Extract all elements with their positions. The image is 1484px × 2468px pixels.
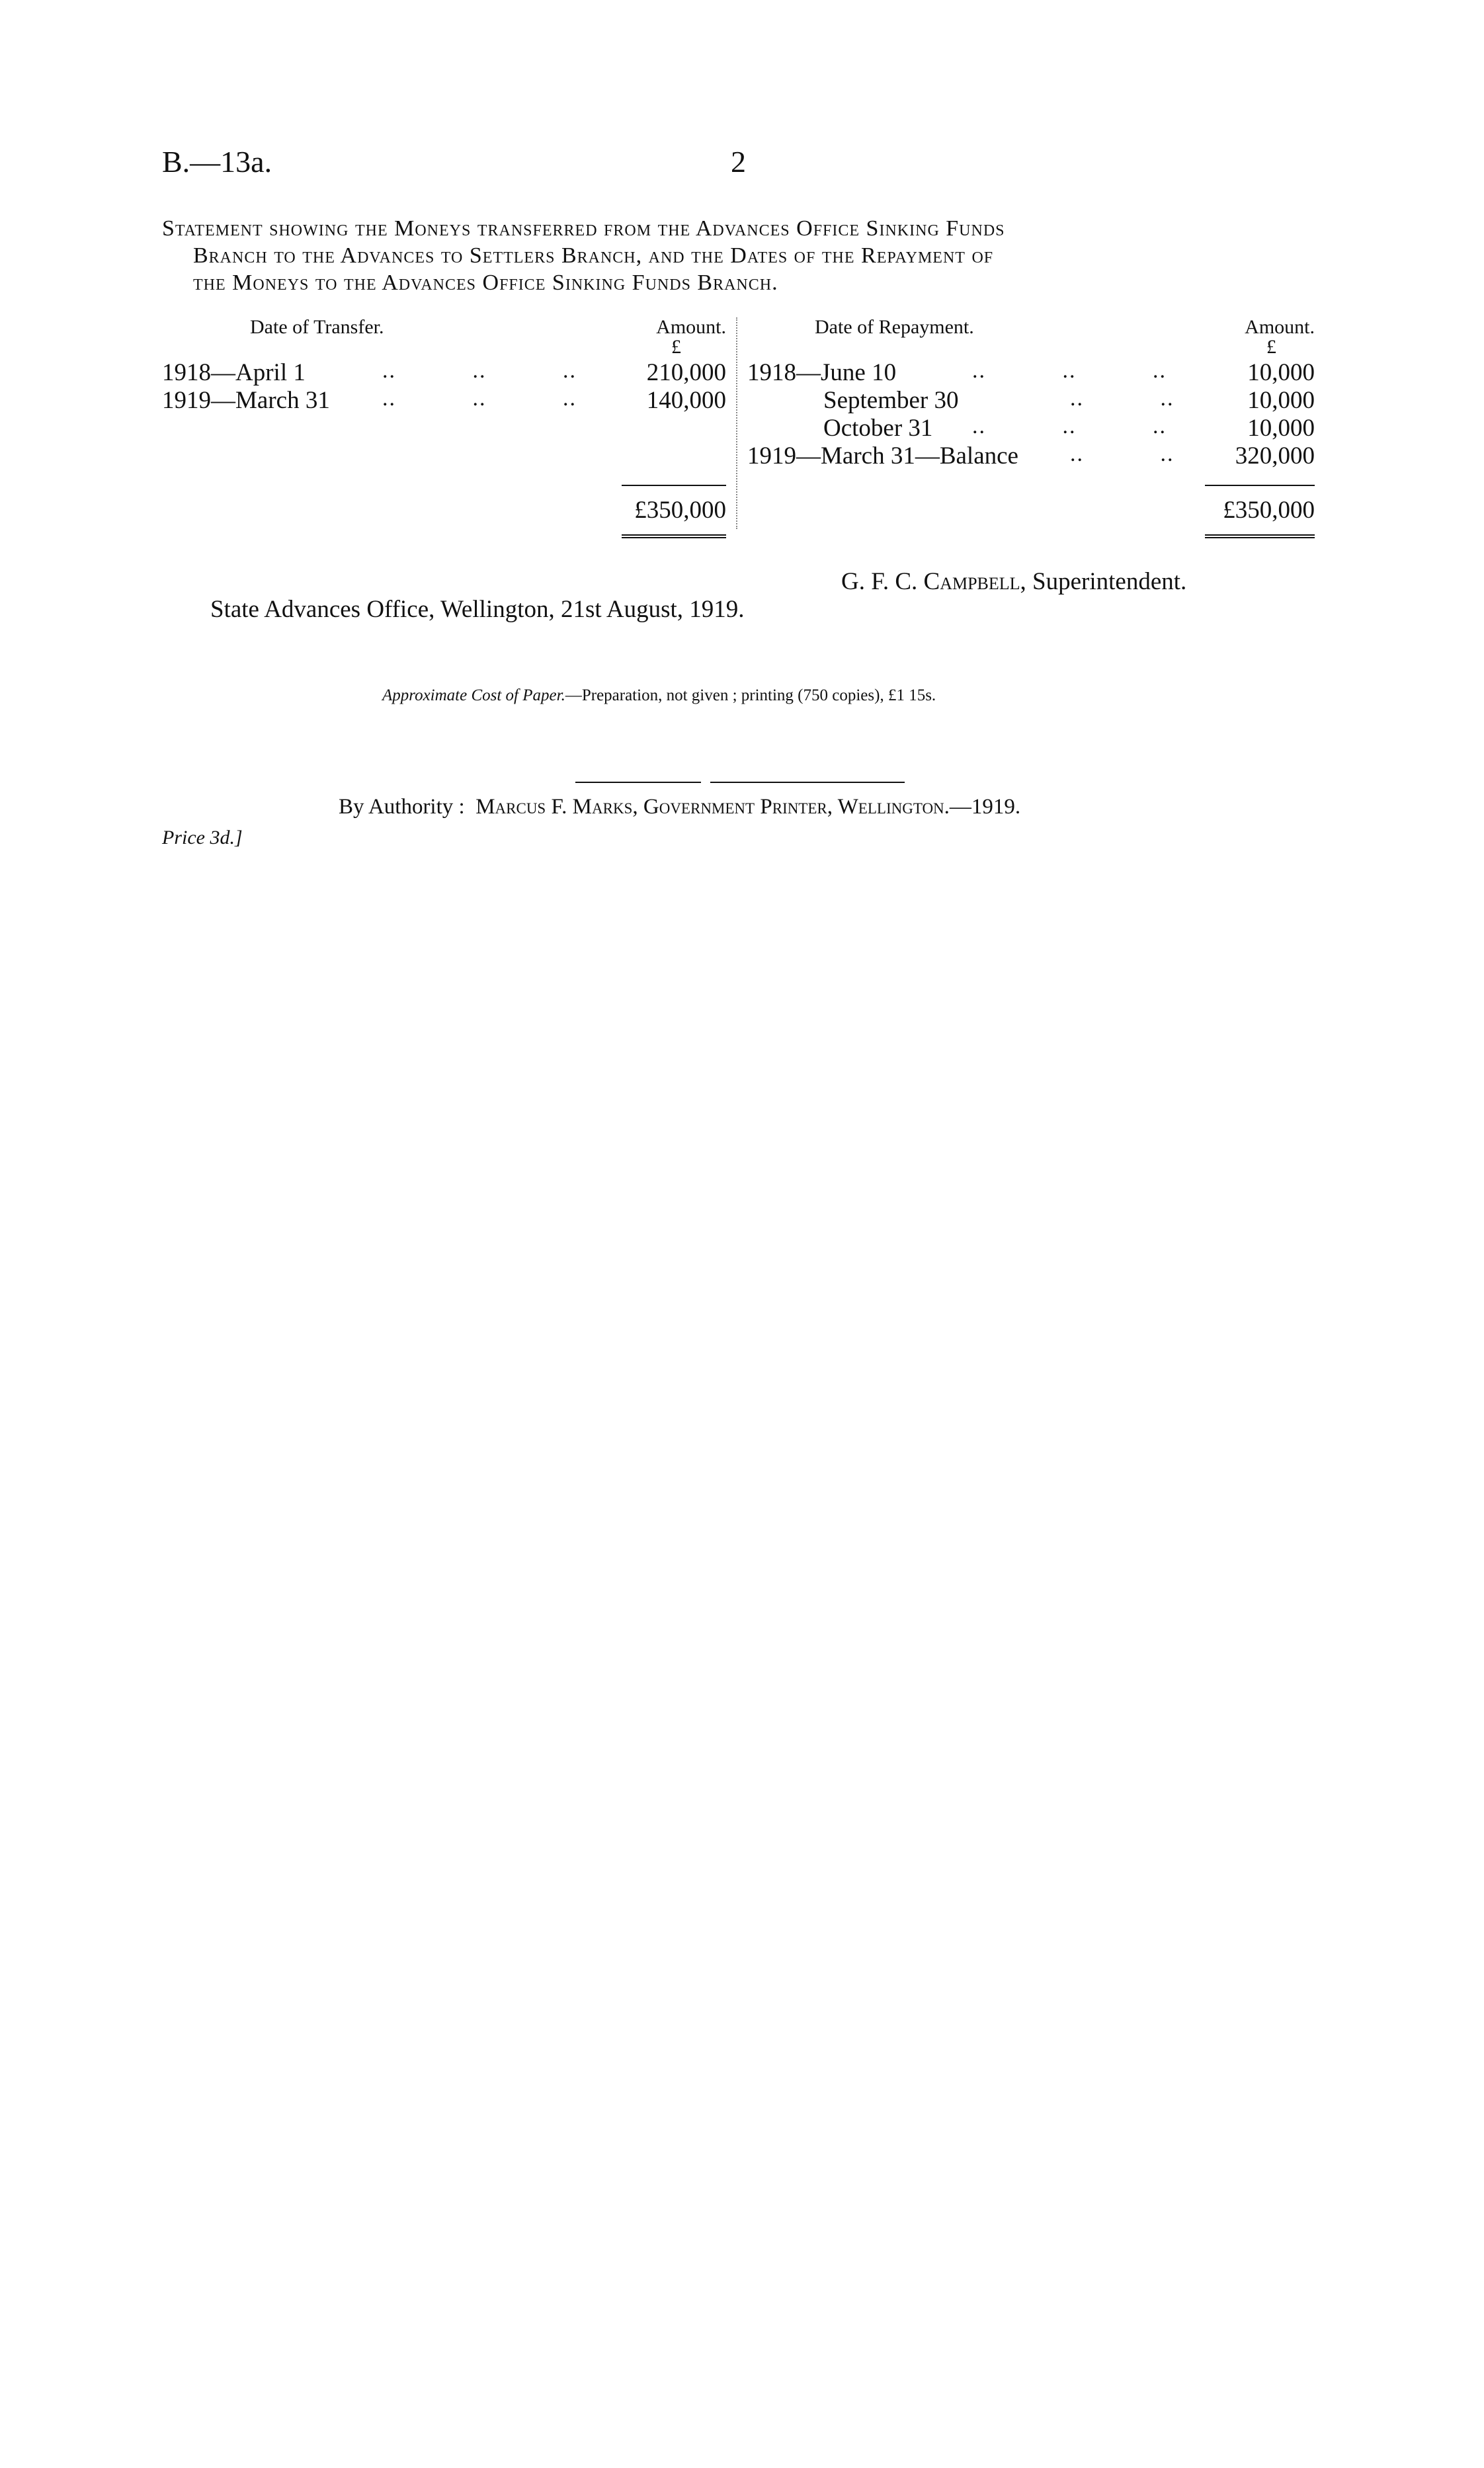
signatory-name: G. F. C. Campbell, (841, 568, 1026, 595)
statement-title-line-1: Statement showing the Moneys transferred from the Advances Office Sinking Funds (162, 216, 1005, 241)
leader-dots: .. .. .. (972, 358, 1167, 383)
signatory-title: Superintendent. (1032, 568, 1187, 595)
imprint-rule-right (710, 782, 905, 783)
authority-label: By Authority : (339, 795, 465, 819)
transfer-date-header: Date of Transfer. (250, 316, 384, 338)
transfer-date-2: 1919—March 31 (162, 387, 330, 414)
repayment-date-3: October 31 (823, 415, 933, 442)
repayment-amount-3: 10,000 (1247, 415, 1315, 442)
cost-label: Approximate Cost of Paper. (382, 686, 565, 704)
total-rule (1205, 485, 1315, 486)
transfer-amount-2: 140,000 (646, 387, 726, 414)
signatory (841, 567, 1186, 596)
repayment-date-2: September 30 (823, 387, 959, 414)
total-double-rule (622, 534, 726, 538)
cost-of-paper (382, 686, 936, 705)
transfer-currency-unit: £ (671, 336, 681, 358)
statement-title-line-3: the Moneys to the Advances Office Sinking Funds Branch. (193, 270, 778, 295)
total-rule (622, 485, 726, 486)
leader-dots: .. .. (1070, 442, 1175, 466)
leader-dots: .. .. .. (382, 386, 577, 411)
transfer-date-1: 1918—April 1 (162, 359, 306, 386)
imprint-rule-left (575, 782, 701, 783)
repayment-date-4: 1919—March 31—Balance (747, 442, 1018, 470)
imprint (339, 795, 1020, 819)
printer-credit: Marcus F. Marks, Government Printer, Wellington.—1919. (475, 795, 1021, 819)
leader-dots: .. .. (1070, 386, 1175, 411)
repayment-amount-4: 320,000 (1235, 442, 1315, 470)
leader-dots: .. .. .. (382, 358, 577, 383)
office-place-date: State Advances Office, Wellington, 21st August, 1919. (210, 596, 745, 623)
repayment-currency-unit: £ (1266, 336, 1276, 358)
transfer-total: £350,000 (634, 497, 726, 524)
document-reference: B.—13a. (162, 145, 272, 179)
repayment-amount-header: Amount. (1245, 316, 1315, 338)
total-double-rule (1205, 534, 1315, 538)
transfer-amount-header: Amount. (656, 316, 726, 338)
repayment-total: £350,000 (1223, 497, 1315, 524)
repayment-amount-1: 10,000 (1247, 359, 1315, 386)
column-divider (736, 317, 737, 529)
statement-title-line-2: Branch to the Advances to Settlers Branch, and the Dates of the Repayment of (193, 243, 994, 268)
repayment-date-header: Date of Repayment. (815, 316, 974, 338)
page-number: 2 (731, 145, 746, 179)
transfer-amount-1: 210,000 (646, 359, 726, 386)
repayment-date-1: 1918—June 10 (747, 359, 897, 386)
repayment-amount-2: 10,000 (1247, 387, 1315, 414)
price: Price 3d.] (162, 827, 243, 848)
cost-details: —Preparation, not given ; printing (750 copies), £1 15s. (565, 686, 936, 704)
leader-dots: .. .. .. (972, 414, 1167, 438)
